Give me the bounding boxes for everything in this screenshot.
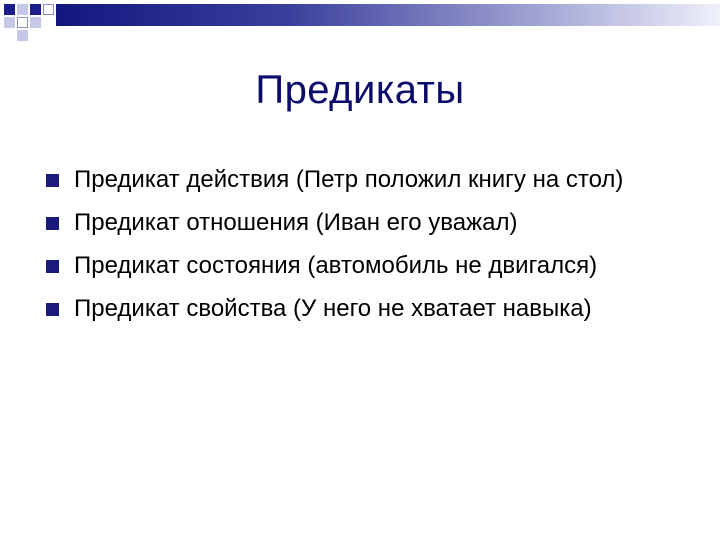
bullet-item: [44, 163, 684, 197]
decor-square: [17, 17, 28, 28]
square-bullet-icon: [46, 260, 59, 273]
decor-square: [30, 17, 41, 28]
decor-square: [4, 17, 15, 28]
decor-square: [4, 4, 15, 15]
bullet-item: [44, 249, 684, 283]
bullet-text: Предикат действия (Петр положил книгу на стол): [74, 166, 624, 193]
bullet-text: Предикат состояния (автомобиль не двигался): [74, 252, 598, 279]
bullet-list: [44, 163, 684, 335]
square-bullet-icon: [46, 174, 59, 187]
decor-square: [43, 4, 54, 15]
decor-square: [17, 4, 28, 15]
slide-title: Предикаты: [255, 68, 465, 112]
bullet-text: Предикат свойства (У него не хватает навыка): [74, 295, 592, 322]
decor-square: [30, 4, 41, 15]
square-bullet-icon: [46, 303, 59, 316]
decor-square: [17, 30, 28, 41]
bullet-text: Предикат отношения (Иван его уважал): [74, 209, 518, 236]
square-bullet-icon: [46, 217, 59, 230]
bullet-item: [44, 206, 684, 240]
header-gradient-bar: [56, 4, 720, 26]
bullet-item: [44, 292, 684, 326]
